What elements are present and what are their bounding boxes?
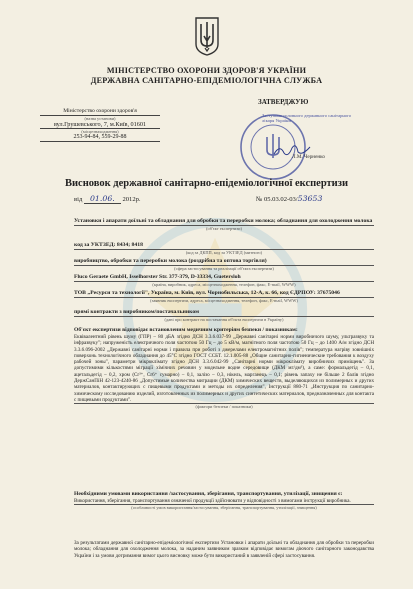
date-number-line bbox=[74, 194, 364, 203]
number-prefix: № 05.03.02-03/ bbox=[256, 196, 298, 203]
expertise-section bbox=[74, 327, 374, 409]
contracts-section bbox=[74, 309, 374, 322]
purpose-caption: (сфера застосування та реалізації об'єкта експертизи) bbox=[174, 266, 274, 271]
applicant-section bbox=[74, 290, 374, 303]
purpose-section bbox=[74, 258, 374, 271]
signatory-name: Л.М. Черненко bbox=[292, 154, 325, 160]
manufacturer-caption: (країна, виробник, адреса, місцезнаходження, телефон, факс, E-mail, WWW) bbox=[152, 282, 296, 287]
codes-text: код за УКТЗЕД: 8434; 8418 bbox=[74, 242, 143, 248]
date-year: 2012р. bbox=[122, 196, 141, 203]
ministry-title: МІНІСТЕРСТВО ОХОРОНИ ЗДОРОВ'Я УКРАЇНИ bbox=[106, 66, 307, 75]
purpose-text: виробництво, обробки та переробки молока (роздрібна та оптова торгівля) bbox=[74, 258, 267, 264]
contracts-caption: (дані про контракт на постачання об'єкта експертизи в Україну) bbox=[164, 317, 284, 322]
expertise-body: Еквівалентний рівень шуму (ГПР) – 80 дБА згідно ДСН 3.3.6.037-99 „Державні санітарні норми виробничого шуму, ультразвуку та інфразвуку"; напруженість електричного поля частотою 50 Гц – до 5 кВ/м, магнітного поля частотою 50 Гц – до 1400 А/м згідно ДСН 3.3.6.096-2002 „Державні санітарні норми і правила при роботі з джерелами електромагнітних полів"; температура нагріву зовнішніх поверхонь технологічного обладнання до 45°С згідно ГОСТ ССБТ. 12.1.005-88 „Общие санитарно-гигиенические требования к воздуху рабочей зоны", параметри мікроклімату згідно ДСН 3.3.6.042-99 „Санітарні норми мікроклімату виробничих приміщень". За допустимими кількостями міграції хімічних речовин у модельне водне середовище (ДКМ мг/дм³), а саме: формальдегід – 0,1, ацетальдегід – 0,2, хром (Cr³⁺, Cr6⁺ сумарно) – 0,1, залізо – 0,3, нікель, марганець – 0,1; рівень запаху не більше 2 балів згідно ДержСанПіН 42-123-4240-86 „Допустимые количества миграции (ДКМ) химических веществ, выделяющихся из полимерных и других материалов, контактирующих с пищевыми продуктами и методы их определения", Інструкції 880-71 „Инструкция по санитарно-химическому исследованию изделий, изготовленных из полимерных и других синтетических материалов, предназначенных для контакта с пищевыми продуктами". bbox=[74, 334, 374, 403]
object-text: Установки і апарати доїльні та обладнання для обробки та переробки молока; обладнання для охолодження молока bbox=[74, 218, 373, 224]
stamp-position-text: Заступник головного державного санітарного лікаря України bbox=[262, 113, 352, 124]
coat-of-arms-icon bbox=[194, 16, 220, 56]
conditions-caption: (особливості умов використання/застосування, зберігання, транспортування, утилізації, знищення) bbox=[131, 505, 317, 511]
institution-block bbox=[40, 108, 160, 142]
expertise-caption: (фактори безпеки / показники) bbox=[195, 404, 253, 410]
codes-caption: (код за ДКПП, код за УКТЗЕД (митного) bbox=[185, 250, 263, 255]
manufacturer-section bbox=[74, 274, 374, 287]
institution-phone: 253-94-84, 559-29-88 bbox=[40, 134, 160, 142]
manufacturer-text: Fluco Geraete GmbH, Isselhorster Str. 377-379, D-33334, Guetersloh bbox=[74, 274, 241, 280]
institution-address: вул.Грушевського, 7, м.Київ, 01601 bbox=[40, 121, 160, 129]
document-number bbox=[256, 194, 322, 203]
document-title: Висновок державної санітарно-епідеміологічної експертизи bbox=[64, 178, 348, 189]
conclusion-body: За результатами державної санітарно-епідеміологічної експертизи Установки і апарати доїльні та обладнання для обробки та переробки молока; обладнання для охолодження молока, за наданим заявником зразком відповідає вимогам діючого санітарного законодавства України і за умови дотримання вимог цього висновку може бути використаний в заявленій сфері застосування. bbox=[74, 540, 374, 559]
conditions-heading: Необхідними умовами використання /застосування, зберігання, транспортування, утилізації, знищення є: bbox=[74, 491, 343, 497]
object-section bbox=[74, 218, 374, 231]
date-handwritten: 01.06. bbox=[84, 194, 121, 204]
conclusion-section bbox=[74, 540, 374, 559]
applicant-text: ТОВ „Ресурси та технології", Україна, м. Київ, вул. Чорнобильська, 12-А, к. 66, код ЄДРПОУ: 37675046 bbox=[74, 290, 340, 296]
applicant-caption: (заявник експертизи, адреса, місцезнаходження, телефон, факс, E-mail, WWW) bbox=[150, 298, 298, 303]
date-prefix: від bbox=[74, 196, 83, 203]
contracts-text: прямі контракти з виробником/постачальником bbox=[74, 309, 199, 315]
service-title: ДЕРЖАВНА САНІТАРНО-ЕПІДЕМІОЛОГІЧНА СЛУЖБА bbox=[90, 76, 323, 85]
approve-label: ЗАТВЕРДЖУЮ bbox=[258, 98, 309, 106]
institution-caption: (назва установи) bbox=[84, 116, 116, 121]
object-caption: (об'єкт експертизи) bbox=[206, 226, 242, 231]
expertise-heading: Об'єкт експертизи відповідає встановленим медичним критеріям безпеки / показникам: bbox=[74, 327, 298, 333]
conditions-section bbox=[74, 491, 374, 510]
number-handwritten: 53653 bbox=[297, 194, 323, 203]
address-caption: (місцезнаходження) bbox=[81, 129, 119, 134]
institution-name: Міністерство охорони здоров'я bbox=[40, 108, 160, 116]
codes-section bbox=[74, 242, 374, 255]
conditions-body: Використання, зберігання, транспортування означеної продукції здійснювати у відповідності з вимогами інструкції виробника. bbox=[74, 498, 374, 505]
